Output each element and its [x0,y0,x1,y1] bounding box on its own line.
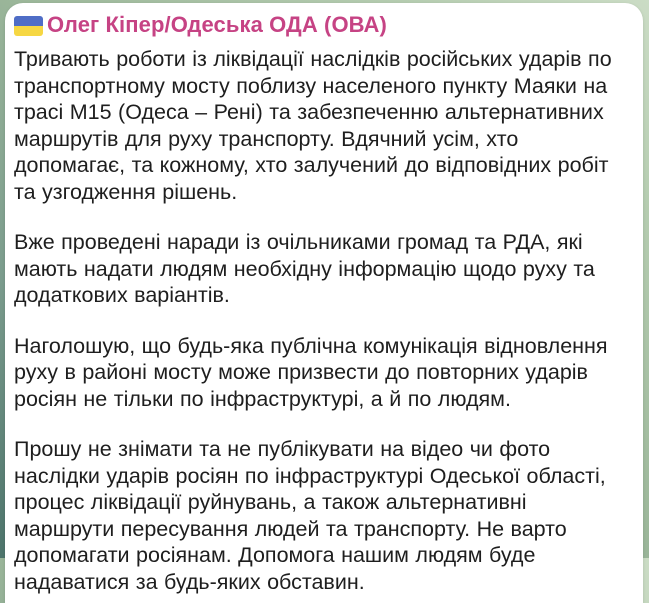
message-text [14,46,617,595]
flag-yellow-stripe [14,26,43,36]
message-paragraph-3: Наголошую, що будь-яка публічна комунікація відновлення руху в районі мосту може призвести до повторних ударів росіян не тільки по інфраструктурі, а й по людям. [14,333,608,411]
message-header [14,10,617,40]
message-bubble[interactable] [5,3,643,603]
sender-name[interactable]: Олег Кіпер/Одеська ОДА (ОВА) [47,12,387,37]
message-paragraph-2: Вже проведені наради із очільниками громад та РДА, які мають надати людям необхідну інформацію щодо руху та додаткових варіантів. [14,230,595,307]
message-paragraph-4: Прошу не знімати та не публікувати на відео чи фото наслідки ударів росіян по інфраструктурі Одеської області, процес ліквідації руйнувань, а також альтернативні маршрути пересування людей та транспорту. Не варто допомагати росіянам. Допомога нашим людям буде надаватися за будь-яких обставин. [14,437,606,594]
flag-blue-stripe [14,16,43,26]
ukraine-flag-icon [14,16,43,36]
message-paragraph-1: Тривають роботи із ліквідації наслідків російських ударів по транспортному мосту поблизу населеного пункту Маяки на трасі М15 (Одеса – Рені) та забезпеченню альтернативних маршрутів для руху транспорту. Вдячний усім, хто допомагає, та кожному, хто залучений до відповідних робіт та узгодження рішень. [14,47,612,204]
